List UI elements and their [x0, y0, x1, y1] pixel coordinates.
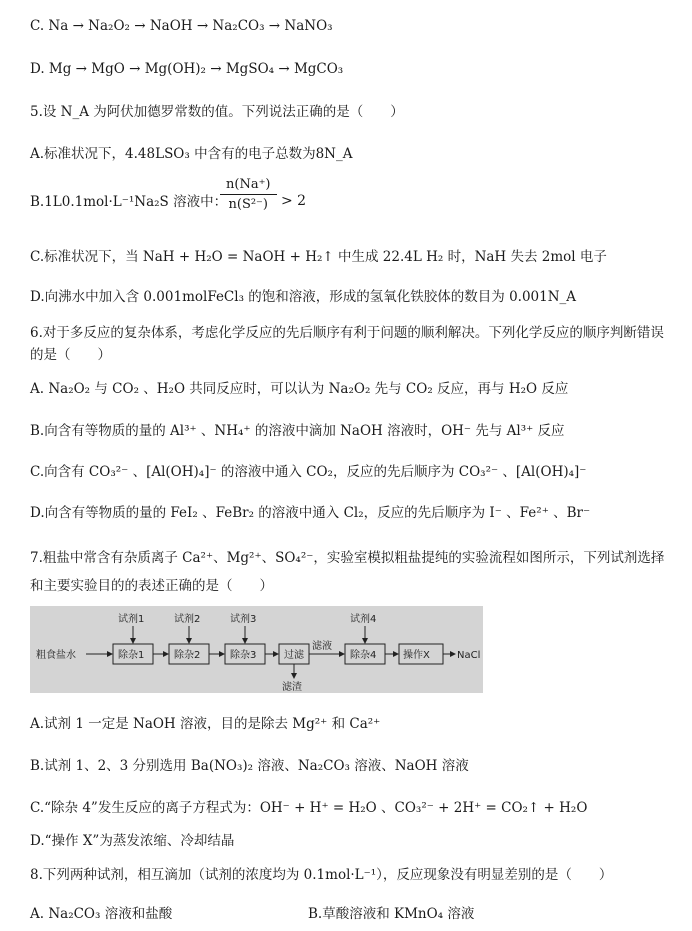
q7-option-d: D.“操作 X”为蒸发浓缩、冷却结晶: [30, 833, 235, 849]
q7-option-c: C.“除杂 4”发生反应的离子方程式为：OH⁻ + H⁺ = H₂O 、CO₃²⁻ + 2H⁺ = CO₂↑ + H₂O: [30, 800, 588, 816]
flow-reagent-2: 试剂2: [174, 614, 201, 625]
q6-option-a: A. Na₂O₂ 与 CO₂ 、H₂O 共同反应时，可以认为 Na₂O₂ 先与 CO₂ 反应，再与 H₂O 反应: [30, 381, 569, 397]
flow-box-1-label: 除杂1: [118, 650, 145, 661]
q5-option-a: A.标准状况下，4.48LSO₃ 中含有的电子总数为8N_A: [30, 146, 353, 162]
flow-filtrate-label: 滤液: [312, 641, 332, 652]
flow-box-4-label: 除杂4: [350, 650, 377, 661]
q7-option-a: A.试剂 1 一定是 NaOH 溶液，目的是除去 Mg²⁺ 和 Ca²⁺: [30, 716, 381, 732]
q5-option-c: C.标准状况下，当 NaH + H₂O = NaOH + H₂↑ 中生成 22.4L H₂ 时，NaH 失去 2mol 电子: [30, 249, 607, 265]
fraction-denominator: n(S²⁻): [228, 197, 268, 212]
q7-stem: 7.粗盐中常含有杂质离子 Ca²⁺、Mg²⁺、SO₄²⁻，实验室模拟粗盐提纯的实验流程如图所示，下列试剂选择和主要实验目的的表述正确的是（ ）: [30, 550, 665, 594]
q6-stem: 6.对于多反应的复杂体系，考虑化学反应的先后顺序有利于问题的顺利解决。下列化学反应的顺序判断错误的是（ ）: [30, 325, 664, 363]
q8-stem: 8.下列两种试剂，相互滴加（试剂的浓度均为 0.1mol·L⁻¹），反应现象没有明显差别的是（ ）: [30, 867, 613, 883]
q6-option-c: C.向含有 CO₃²⁻ 、[Al(OH)₄]⁻ 的溶液中通入 CO₂，反应的先后顺序为 CO₃²⁻ 、[Al(OH)₄]⁻: [30, 464, 587, 480]
flow-reagent-1: 试剂1: [118, 614, 145, 625]
flow-box-filter-label: 过滤: [284, 650, 304, 661]
q5-option-d: D.向沸水中加入含 0.001molFeCl₃ 的饱和溶液，形成的氢氧化铁胶体的数目为 0.001N_A: [30, 289, 577, 305]
flow-output-label: NaCl: [457, 650, 481, 661]
q5-option-b-fraction: [220, 177, 277, 212]
flow-reagent-4: 试剂4: [350, 614, 377, 625]
q5-stem: 5.设 N_A 为阿伏加德罗常数的值。下列说法正确的是（ ）: [30, 104, 404, 120]
q8-option-b: B.草酸溶液和 KMnO₄ 溶液: [308, 906, 475, 922]
flow-box-2-label: 除杂2: [174, 650, 201, 661]
q6-option-b: B.向含有等物质的量的 Al³⁺ 、NH₄⁺ 的溶液中滴加 NaOH 溶液时，OH⁻ 先与 Al³⁺ 反应: [30, 423, 565, 439]
q7-flow-diagram: [30, 606, 483, 693]
q7-option-b: B.试剂 1、2、3 分别选用 Ba(NO₃)₂ 溶液、Na₂CO₃ 溶液、NaOH 溶液: [30, 758, 469, 774]
flow-input-label: 粗食盐水: [36, 650, 76, 661]
q8-option-a: A. Na₂CO₃ 溶液和盐酸: [30, 906, 173, 922]
q6-option-d: D.向含有等物质的量的 FeI₂ 、FeBr₂ 的溶液中通入 Cl₂，反应的先后顺序为 I⁻ 、Fe²⁺ 、Br⁻: [30, 505, 591, 521]
q4-option-d: D. Mg → MgO → Mg(OH)₂ → MgSO₄ → MgCO₃: [30, 61, 344, 77]
q5-option-b: B.1L0.1mol·L⁻¹Na₂S 溶液中：: [30, 194, 228, 210]
flow-residue-label: 滤渣: [282, 682, 302, 693]
flow-box-x-label: 操作X: [403, 650, 430, 661]
flow-reagent-3: 试剂3: [230, 614, 257, 625]
q4-option-c: C. Na → Na₂O₂ → NaOH → Na₂CO₃ → NaNO₃: [30, 18, 333, 34]
q5-option-b-inequality: > 2: [281, 193, 307, 209]
flow-box-3-label: 除杂3: [230, 650, 257, 661]
fraction-numerator: n(Na⁺): [220, 177, 277, 195]
